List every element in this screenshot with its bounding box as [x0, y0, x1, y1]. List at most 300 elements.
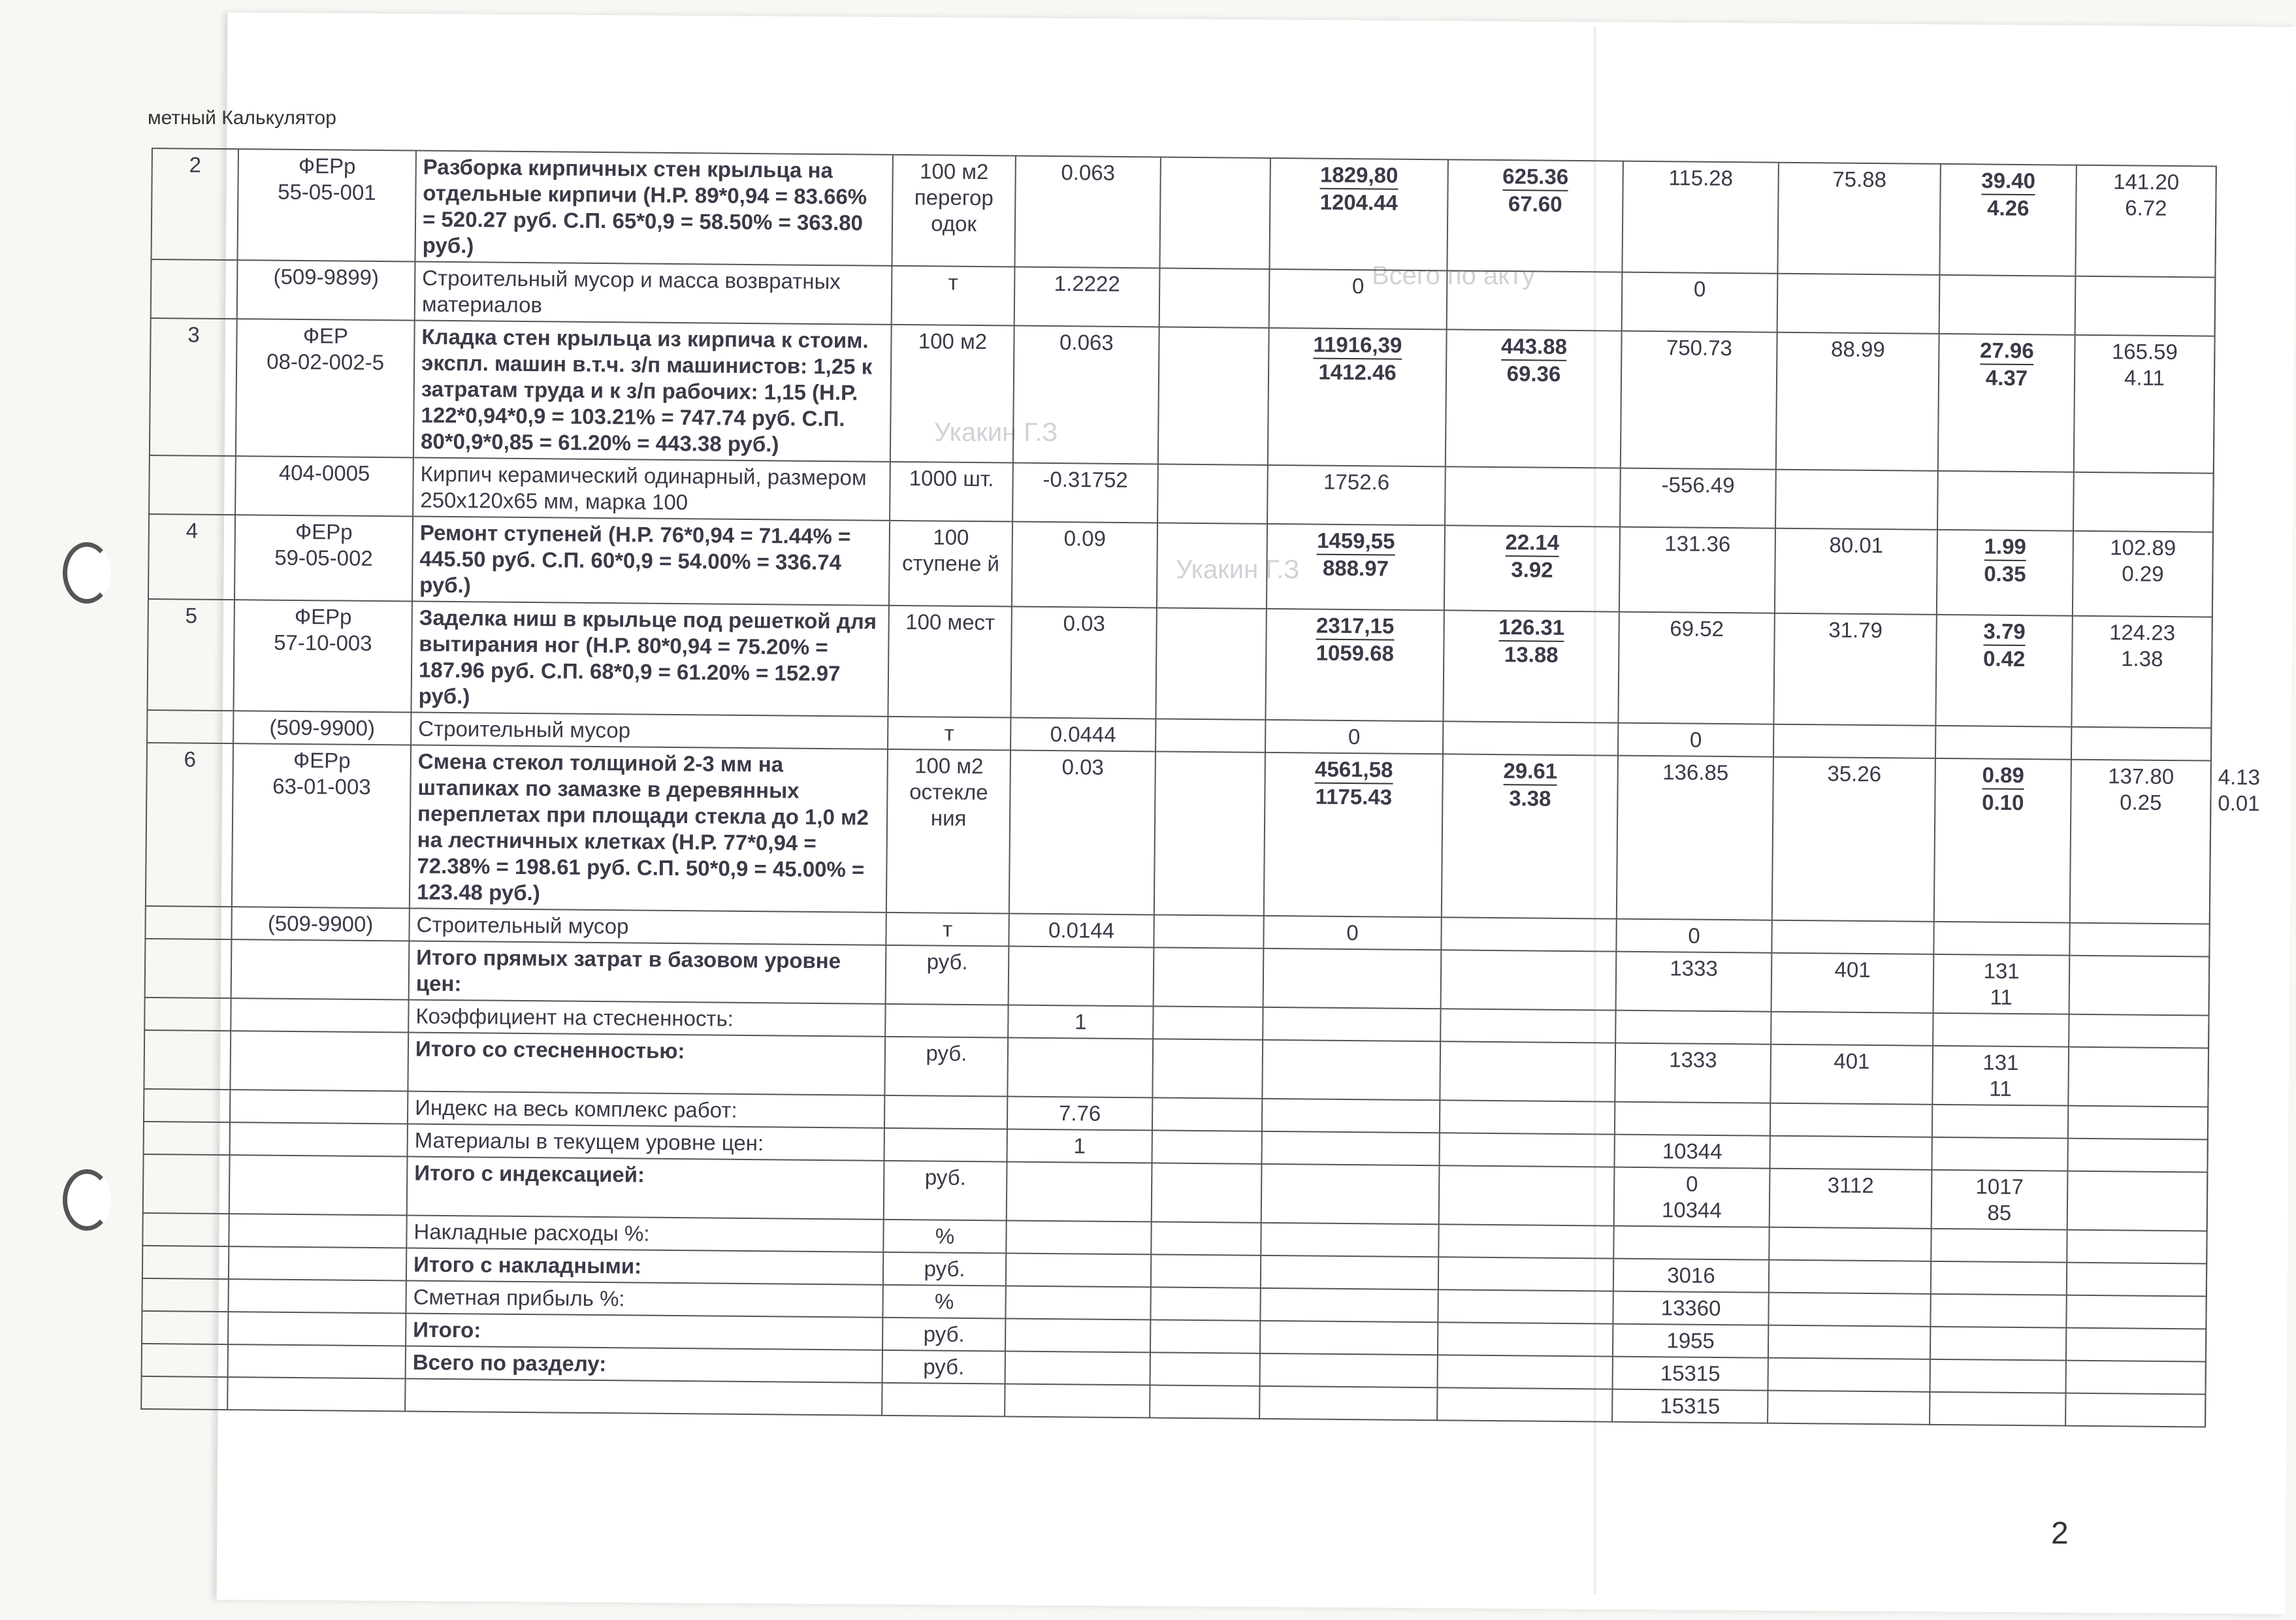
summary-label: [405, 1378, 882, 1415]
work-description: Смена стекол толщиной 2-3 мм на штапиках по замазке в деревянных переплетах при площади стекла до 1,0 м2 на лестничных клетках (Н.Р. 77*0,94 = 72.38% = 198.61 руб. С.П. 50*0,9 = 45.00% = 123.48 руб.): [410, 745, 888, 912]
summary-label: Всего по разделу:: [406, 1346, 882, 1382]
quantity: 0.03: [1011, 607, 1156, 719]
unit-price: [1264, 753, 1443, 917]
quantity: 0.0444: [1011, 718, 1156, 752]
summary-label: Итого с накладными:: [406, 1248, 883, 1284]
summary-label: Итого со стесненностью:: [408, 1032, 885, 1095]
price-fraction: [1315, 756, 1393, 811]
summary-factor: [1005, 1318, 1150, 1352]
spacer-cell: [1154, 751, 1265, 915]
rate-code: ФЕРр 63-01-003: [232, 743, 411, 908]
summary-unit: руб.: [882, 1350, 1005, 1384]
blank-cell: [230, 1090, 408, 1124]
unit-price: [1265, 609, 1444, 721]
rate-code: ФЕРр 59-05-002: [234, 515, 413, 601]
machine-price: [1444, 525, 1620, 611]
blank-cell: [1439, 1133, 1614, 1167]
fraction-bottom: 13.88: [1504, 642, 1559, 667]
fraction-bottom: 3.92: [1511, 557, 1553, 582]
blank-cell: [2069, 1014, 2208, 1048]
bleed-through-text: Укакин Г.З: [934, 418, 1058, 447]
labor-hours: [2071, 616, 2212, 728]
summary-unit: [882, 1383, 1005, 1417]
machine-cost: [1937, 530, 2073, 616]
unit-price: [1267, 524, 1445, 610]
summary-factor: [1006, 1253, 1151, 1287]
value-pair: [2110, 534, 2176, 587]
table-row: [152, 148, 2216, 278]
price-fraction: [1316, 613, 1394, 667]
pair-top: 141.20: [2113, 169, 2180, 195]
blank-cell: [1151, 1222, 1261, 1255]
blank-cell: [2066, 1295, 2206, 1329]
summary-unit: руб.: [884, 1037, 1008, 1097]
fraction-top: 1829,80: [1320, 162, 1399, 190]
wages-cost: 35.26: [1772, 757, 1935, 922]
summary-wages: 3112: [1770, 1169, 1932, 1229]
summary-wages: [1771, 1012, 1933, 1046]
summary-wages: [1769, 1260, 1931, 1294]
fraction-top: 39.40: [1981, 167, 2035, 195]
work-description: Заделка ниш в крыльце под решеткой для вытирания ног (Н.Р. 80*0,94 = 75.20% = 187.96 руб. С.П. 68*0,9 = 61.20% = 152.97 руб.): [411, 602, 888, 717]
price-fraction: [1313, 332, 1402, 386]
value-pair: [2111, 338, 2178, 391]
blank-cell: [144, 1122, 230, 1155]
blank-cell: [1260, 1353, 1438, 1387]
fraction-top: 27.96: [1980, 337, 2034, 365]
fraction-bottom: 69.36: [1506, 361, 1561, 386]
blank-cell: [227, 1377, 405, 1411]
wages-cost: 31.79: [1773, 613, 1936, 726]
quantity: 0.063: [1014, 156, 1160, 268]
wages-cost: [1775, 470, 1938, 530]
summary-factor: [1007, 1037, 1153, 1097]
machine-cost: [1939, 275, 2076, 335]
unit: т: [888, 717, 1011, 751]
blank-cell: [1153, 1006, 1263, 1039]
price-fraction: [1980, 337, 2034, 391]
summary-factor: [1005, 1384, 1150, 1418]
fraction-bottom: 0.42: [1982, 646, 2026, 672]
machine-price: [1441, 917, 1616, 951]
quantity: 0.09: [1012, 522, 1157, 608]
blank-cell: [1437, 1387, 1612, 1421]
blank-cell: [143, 1154, 230, 1214]
blank-cell: [1150, 1320, 1260, 1353]
unit-price: 0: [1263, 916, 1441, 950]
summary-label: Итого:: [406, 1313, 882, 1350]
row-number: [145, 906, 231, 939]
blank-cell: [1441, 950, 1617, 1010]
blank-cell: [2065, 1393, 2205, 1427]
blank-cell: [1262, 1099, 1440, 1133]
blank-cell: [1259, 1386, 1437, 1420]
total-cost: 136.85: [1617, 756, 1773, 920]
fraction-top: 1459,55: [1317, 528, 1395, 556]
blank-cell: [1151, 1254, 1261, 1288]
blank-cell: [2068, 1047, 2208, 1107]
summary-total: 3016: [1613, 1259, 1769, 1293]
work-description: Разборка кирпичных стен крыльца на отдельные кирпичи (Н.Р. 89*0,94 = 83.66% = 520.27 руб. С.П. 65*0,9 = 58.50% = 363.80 руб.): [415, 151, 892, 266]
work-description: Кладка стен крыльца из кирпича к стоим. экспл. машин в.т.ч. з/п машинистов: 1,25 к затратам труда и к з/п рабочих: 1,15 (Н.Р. 122*0,94*0,9 = 103.21% = 747.74 руб. С.П. 80*0,9*0,85 = 61.20% = 443.38 руб.): [413, 321, 892, 462]
machine-cost: [1938, 334, 2075, 472]
blank-cell: [142, 1311, 228, 1344]
summary-unit: руб.: [884, 1161, 1007, 1221]
unit: т: [886, 913, 1009, 947]
blank-cell: [1260, 1321, 1438, 1355]
summary-wages: [1768, 1358, 1930, 1392]
unit: 100 м2: [890, 325, 1014, 463]
price-fraction: [1500, 333, 1567, 387]
quantity: 0.0144: [1009, 914, 1154, 948]
summary-label: Материалы в текущем уровне цен:: [408, 1124, 884, 1160]
wages-cost: [1777, 274, 1940, 334]
blank-cell: [229, 1246, 406, 1280]
rate-code: 404-0005: [235, 456, 413, 516]
unit: т: [892, 266, 1015, 326]
blank-cell: [1263, 948, 1442, 1009]
blank-cell: [1261, 1223, 1438, 1257]
summary-label: Сметная прибыль %:: [406, 1280, 882, 1317]
pair-bottom: 0.01: [2218, 790, 2260, 816]
summary-total: 10344: [1614, 1135, 1770, 1169]
summary-label: Итого прямых затрат в базовом уровне цен:: [409, 941, 886, 1003]
summary-wages: 401: [1771, 953, 1934, 1013]
summary-unit: [885, 1004, 1008, 1038]
blank-cell: [1440, 1100, 1615, 1134]
blank-cell: [230, 1031, 408, 1091]
blank-cell: [1438, 1257, 1613, 1291]
blank-cell: [2065, 1361, 2205, 1395]
table-row: [150, 318, 2215, 474]
pair-top: 4.13: [2218, 764, 2261, 790]
value-pair: [2218, 764, 2260, 817]
blank-cell: [1440, 1009, 1615, 1043]
value-pair: [2108, 763, 2175, 816]
total-cost: 0: [1618, 723, 1773, 757]
summary-wages: [1770, 1136, 1932, 1170]
page-number: 2: [2051, 1516, 2069, 1551]
value-pair: [2113, 169, 2180, 221]
price-fraction: [1983, 619, 2026, 673]
machine-cost: [1939, 164, 2076, 276]
blank-cell: [1260, 1288, 1438, 1322]
blank-cell: [144, 1030, 231, 1090]
wages-cost: 80.01: [1775, 528, 1937, 615]
pair-bottom: 4.11: [2124, 365, 2165, 390]
blank-cell: [1262, 1040, 1440, 1100]
summary-total: 15315: [1612, 1357, 1768, 1391]
work-description: Строительный мусор и масса возвратных материалов: [415, 262, 892, 325]
summary-label: Индекс на весь комплекс работ:: [408, 1091, 884, 1127]
blank-cell: [1438, 1355, 1613, 1389]
spacer-cell: [1156, 608, 1266, 719]
summary-unit: [884, 1095, 1007, 1129]
total-cost: -556.49: [1620, 468, 1776, 528]
blank-cell: [141, 1376, 227, 1410]
summary-unit: [884, 1128, 1007, 1162]
fraction-bottom: 888.97: [1322, 555, 1389, 581]
work-description: Строительный мусор: [409, 908, 886, 945]
blank-cell: [1152, 1097, 1262, 1131]
unit: 100 м2 остекле ния: [886, 749, 1011, 914]
blank-cell: [144, 997, 231, 1031]
summary-total: 1333: [1616, 952, 1772, 1012]
summary-machines: 131 11: [1933, 954, 2070, 1014]
summary-label: Итого с индексацией:: [407, 1156, 884, 1219]
summary-machines: [1933, 1013, 2069, 1047]
blank-cell: [142, 1344, 228, 1377]
labor-hours: [2071, 727, 2211, 761]
machine-price: [1445, 466, 1621, 526]
pair-bottom: 1.38: [2121, 646, 2163, 671]
fraction-bottom: 67.60: [1508, 191, 1562, 216]
summary-label: Коэффициент на стесненность:: [408, 999, 885, 1036]
unit: 100 м2 перегор одок: [892, 155, 1015, 267]
pair-top: 124.23: [2109, 620, 2176, 645]
fraction-top: 11916,39: [1313, 332, 1402, 360]
price-fraction: [1502, 163, 1569, 218]
unit-price: [1268, 328, 1447, 466]
fraction-bottom: 1059.68: [1316, 640, 1395, 666]
price-fraction: [1498, 614, 1565, 668]
blank-cell: [142, 1278, 228, 1312]
blank-cell: [2066, 1328, 2206, 1362]
blank-cell: [1152, 1130, 1261, 1163]
summary-total: 15315: [1612, 1389, 1768, 1423]
fraction-top: 1.99: [1984, 534, 2026, 562]
quantity: 0.063: [1013, 326, 1159, 464]
summary-machines: [1930, 1359, 2065, 1393]
punch-hole: [63, 542, 111, 604]
summary-machines: [1932, 1105, 2068, 1139]
app-title: метный Калькулятор: [148, 107, 336, 129]
summary-unit: руб.: [883, 1252, 1006, 1286]
blank-cell: [2067, 1263, 2207, 1297]
summary-machines: 1017 85: [1932, 1170, 2068, 1230]
total-cost: 0: [1616, 919, 1771, 953]
rate-code: (509-9900): [233, 711, 411, 745]
summary-machines: [1931, 1229, 2067, 1263]
machine-cost: [1937, 471, 2074, 531]
summary-unit: %: [882, 1285, 1005, 1319]
fraction-bottom: 0.10: [1982, 790, 2024, 815]
row-number: 5: [147, 599, 234, 711]
unit-price: 0: [1269, 269, 1447, 329]
value-pair: [2109, 619, 2176, 672]
fraction-bottom: 0.35: [1984, 561, 2026, 587]
blank-cell: [1438, 1224, 1613, 1258]
blank-cell: [142, 1246, 229, 1279]
blank-cell: [1152, 1039, 1263, 1098]
row-number: 2: [152, 148, 238, 260]
price-fraction: [1503, 758, 1557, 812]
price-fraction: [1320, 162, 1399, 216]
labor-hours: [2070, 760, 2211, 924]
summary-machines: [1930, 1327, 2066, 1361]
quantity: 0.03: [1009, 751, 1156, 915]
bleed-through-text: Всего по акту: [1372, 261, 1535, 290]
bleed-through-text: Укакин Г.З: [1176, 555, 1300, 584]
rate-code: ФЕР 08-02-002-5: [236, 319, 415, 457]
summary-factor: 1: [1007, 1129, 1152, 1163]
blank-cell: [1261, 1256, 1438, 1289]
summary-factor: [1005, 1351, 1150, 1385]
blank-cell: [231, 998, 408, 1032]
fraction-top: 0.89: [1982, 762, 2024, 790]
blank-cell: [2068, 1106, 2208, 1140]
summary-machines: [1930, 1294, 2066, 1328]
blank-cell: [2069, 956, 2210, 1016]
spacer-cell: [1158, 327, 1269, 464]
spacer-cell: [1157, 523, 1267, 608]
blank-cell: [228, 1312, 406, 1346]
labor-hours: [2075, 165, 2216, 278]
unit: 100 ступене й: [889, 521, 1012, 607]
fraction-bottom: 4.37: [1985, 365, 2028, 391]
summary-unit: руб.: [882, 1318, 1005, 1352]
summary-machines: [1932, 1137, 2067, 1171]
spacer-cell: [1156, 719, 1265, 752]
row-number: 6: [146, 743, 233, 907]
total-cost: 69.52: [1618, 612, 1774, 724]
blank-cell: [144, 1089, 230, 1122]
fraction-top: 3.79: [1983, 619, 2026, 647]
machine-price: [1443, 610, 1619, 722]
summary-total: 1955: [1613, 1324, 1768, 1358]
blank-cell: [1263, 1007, 1440, 1041]
total-cost: 0: [1622, 272, 1778, 332]
labor-hours: [2075, 276, 2216, 336]
summary-total: 1333: [1615, 1043, 1771, 1103]
work-description: Кирпич керамический одинарный, размером 250x120x65 мм, марка 100: [413, 458, 890, 521]
table-row: [146, 743, 2211, 924]
wages-cost: 88.99: [1776, 332, 1939, 471]
unit-price: 0: [1265, 720, 1443, 754]
machine-cost: [1935, 726, 2071, 760]
summary-wages: [1770, 1103, 1932, 1137]
blank-cell: [1439, 1165, 1615, 1225]
summary-wages: [1768, 1391, 1930, 1425]
labor-hours: [2073, 531, 2213, 617]
machine-cost: [1935, 615, 2072, 727]
summary-machines: 131 11: [1932, 1046, 2069, 1106]
pair-bottom: 0.29: [2122, 561, 2164, 586]
summary-total: 0 10344: [1614, 1167, 1770, 1227]
pair-bottom: 6.72: [2125, 195, 2167, 220]
unit-price: [1269, 158, 1447, 270]
blank-cell: [1150, 1287, 1260, 1320]
price-fraction: [1982, 762, 2024, 816]
blank-cell: [1438, 1322, 1613, 1356]
punch-hole: [63, 1169, 111, 1231]
blank-cell: [228, 1279, 406, 1313]
blank-cell: [1261, 1131, 1439, 1165]
fraction-bottom: 1175.43: [1315, 784, 1393, 809]
summary-wages: [1768, 1293, 1930, 1327]
summary-factor: [1006, 1220, 1151, 1254]
blank-cell: [1150, 1352, 1260, 1385]
fraction-top: 29.61: [1503, 758, 1557, 786]
spacer-cell: [1159, 268, 1270, 327]
summary-total: [1615, 1102, 1770, 1136]
estimate-table: [140, 148, 2261, 1428]
price-fraction: [1505, 529, 1559, 583]
machine-cost: [1933, 922, 2069, 956]
fraction-top: 4561,58: [1315, 756, 1393, 785]
blank-cell: [228, 1344, 406, 1378]
fraction-bottom: 4.26: [1987, 195, 2029, 221]
pair-top: 102.89: [2110, 535, 2176, 560]
rate-code: (509-9900): [231, 907, 409, 941]
labor-hours: [2073, 472, 2214, 532]
blank-cell: [2067, 1139, 2207, 1173]
machine-price: [1447, 159, 1623, 272]
blank-cell: [1154, 947, 1264, 1007]
table-row: [147, 599, 2212, 728]
blank-cell: [231, 939, 410, 999]
labor-hours: [2069, 923, 2209, 957]
blank-cell: [229, 1155, 408, 1215]
summary-factor: [1009, 946, 1154, 1006]
summary-machines: [1931, 1261, 2067, 1295]
blank-cell: [1438, 1289, 1613, 1323]
summary-wages: [1769, 1227, 1931, 1261]
row-number: [149, 455, 236, 515]
row-number: [147, 710, 233, 743]
wages-cost: [1771, 920, 1933, 954]
blank-cell: [145, 939, 232, 998]
fraction-bottom: 1412.46: [1318, 359, 1397, 385]
unit: 100 мест: [888, 606, 1011, 718]
summary-total: 13360: [1613, 1291, 1768, 1325]
summary-total: [1615, 1011, 1771, 1045]
blank-cell: [1440, 1041, 1615, 1101]
price-fraction: [1984, 534, 2026, 588]
total-cost: 131.36: [1619, 527, 1775, 613]
fraction-top: 625.36: [1502, 163, 1568, 191]
blank-cell: [1152, 1163, 1262, 1222]
summary-factor: [1007, 1161, 1152, 1222]
summary-machines: [1930, 1392, 2065, 1426]
blank-cell: [2067, 1230, 2207, 1264]
blank-cell: [2067, 1171, 2208, 1231]
machine-cost: [1934, 758, 2071, 923]
total-cost: 115.28: [1622, 161, 1778, 274]
blank-cell: [1261, 1164, 1440, 1224]
summary-wages: 401: [1770, 1045, 1933, 1105]
labor-hours: [2074, 335, 2215, 474]
machine-price: [1443, 721, 1618, 755]
summary-unit: руб.: [886, 945, 1009, 1005]
fraction-top: 22.14: [1505, 529, 1559, 557]
fraction-bottom: 3.38: [1509, 786, 1551, 811]
price-fraction: [1981, 167, 2035, 221]
wages-cost: [1773, 724, 1935, 758]
work-description: Строительный мусор: [411, 713, 888, 749]
fraction-bottom: 1204.44: [1319, 189, 1399, 215]
blank-cell: [229, 1214, 406, 1248]
wages-cost: 75.88: [1777, 163, 1940, 275]
pair-top: 165.59: [2111, 339, 2178, 364]
summary-factor: [1005, 1286, 1150, 1320]
spacer-cell: [1159, 157, 1270, 268]
price-fraction: [1317, 528, 1395, 582]
quantity: 1.2222: [1014, 267, 1160, 327]
row-number: [151, 259, 238, 319]
pair-bottom: 0.25: [2120, 790, 2162, 815]
work-description: Ремонт ступеней (Н.Р. 76*0,94 = 71.44% = 445.50 руб. С.П. 60*0,9 = 54.00% = 336.74 руб.): [412, 517, 890, 606]
